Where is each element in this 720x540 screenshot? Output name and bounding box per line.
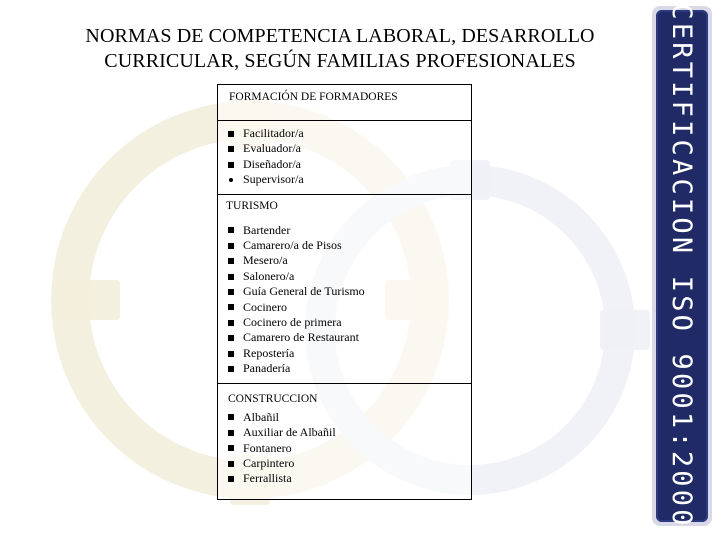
list-item: Camarero de Restaurant [226,330,463,345]
list-item: Bartender [226,223,463,238]
square-bullet-icon [228,476,234,482]
construccion-title: CONSTRUCCION [228,392,318,405]
square-bullet-icon [228,146,234,152]
list-item: Ferrallista [226,471,463,486]
list-item: Cocinero [226,300,463,315]
square-bullet-icon [228,430,234,436]
competency-table [217,84,472,500]
square-bullet-icon [228,131,234,137]
list-item: Diseñador/a [226,157,463,172]
square-bullet-icon [228,304,234,310]
square-bullet-icon [228,335,234,341]
list-item: Auxiliar de Albañil [226,425,463,440]
list-item: Repostería [226,346,463,361]
list-item: Albañil [226,410,463,425]
turismo-title: TURISMO [226,199,278,212]
list-item: Carpintero [226,456,463,471]
page-title [40,24,640,74]
square-bullet-icon [228,351,234,357]
square-bullet-icon [228,243,234,249]
square-bullet-icon [228,461,234,467]
list-item: Salonero/a [226,269,463,284]
square-bullet-icon [228,162,234,168]
dot-bullet-icon [229,178,233,182]
construccion-list [226,410,463,487]
list-item: Camarero/a de Pisos [226,238,463,253]
iso-certification-banner [656,3,708,529]
square-bullet-icon [228,414,234,420]
square-bullet-icon [228,258,234,264]
list-item: Mesero/a [226,253,463,268]
banner-text: CERTIFICACION ISO 9001:2000 [666,3,698,529]
square-bullet-icon [228,227,234,233]
formacion-header-cell [217,84,472,120]
list-item: Evaluador/a [226,141,463,156]
title-line-1: NORMAS DE COMPETENCIA LABORAL, DESARROLLO [85,25,595,47]
square-bullet-icon [228,289,234,295]
turismo-list [226,223,463,377]
list-item: Supervisor/a [226,172,463,187]
square-bullet-icon [228,274,234,280]
formacion-title: FORMACIÓN DE FORMADORES [229,91,398,103]
list-item: Fontanero [226,441,463,456]
title-line-2: CURRICULAR, SEGÚN FAMILIAS PROFESIONALES [104,50,576,72]
formacion-list-cell [217,120,472,194]
list-item: Guía General de Turismo [226,284,463,299]
list-item: Facilitador/a [226,126,463,141]
list-item: Panadería [226,361,463,376]
turismo-cell [217,194,472,383]
square-bullet-icon [228,445,234,451]
square-bullet-icon [228,320,234,326]
formacion-list [226,126,463,188]
construccion-cell [217,383,472,500]
list-item: Cocinero de primera [226,315,463,330]
square-bullet-icon [228,366,234,372]
